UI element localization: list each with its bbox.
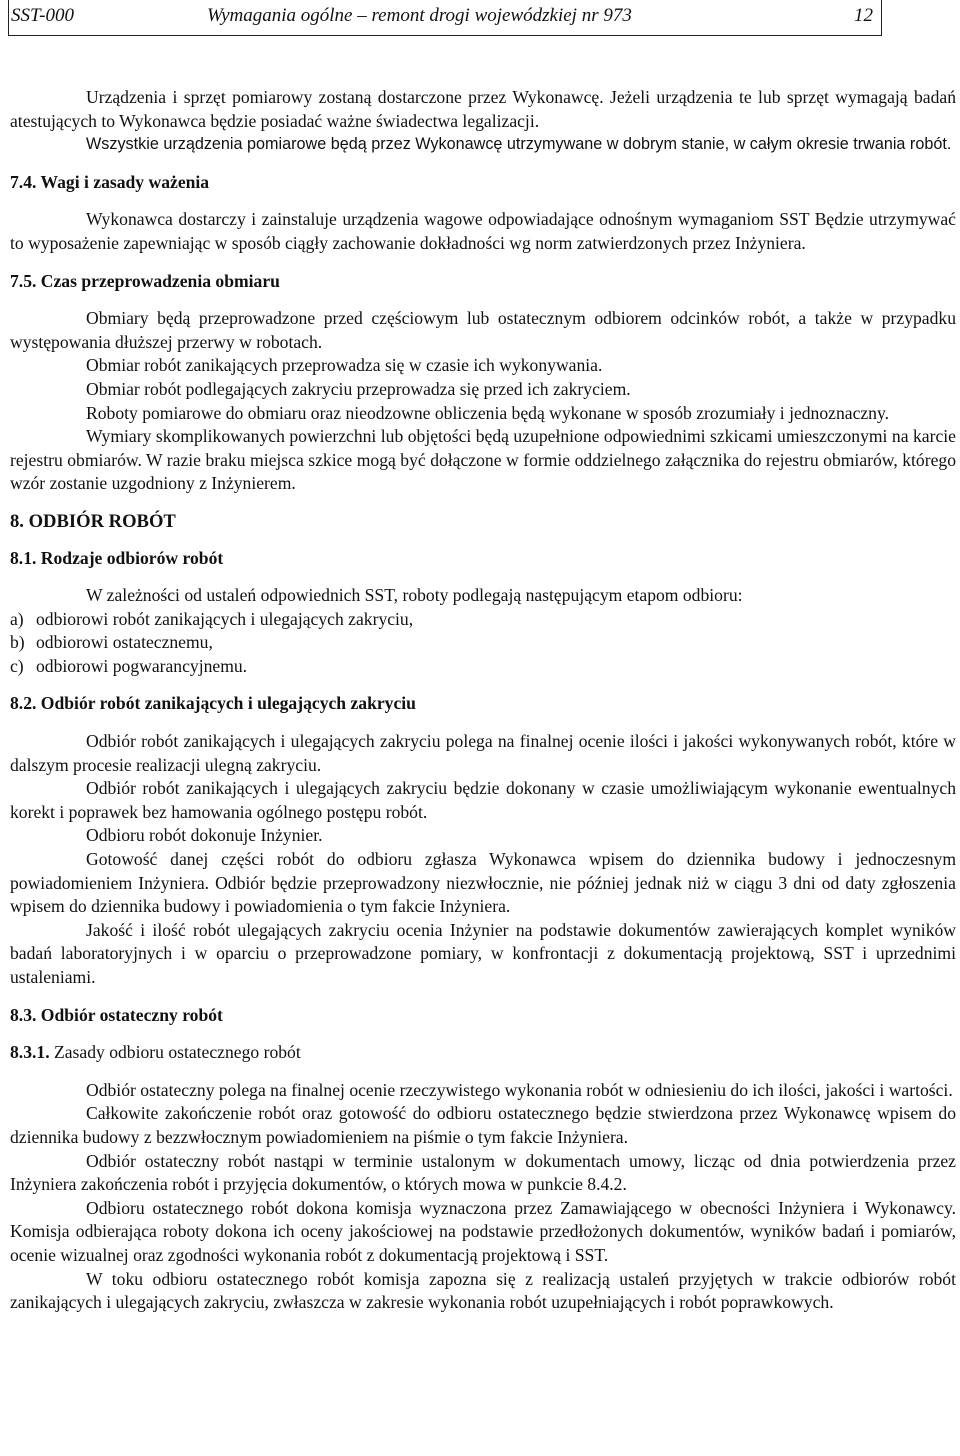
section-8-2-title: Odbiór robót zanikających i ulegających zakryciu (40, 693, 416, 714)
section-7-4-title: Wagi i zasady ważenia (40, 171, 210, 192)
acceptance-stages-list (10, 608, 956, 679)
section-8-1-heading (10, 547, 956, 571)
section-8-3-title: Odbiór ostateczny robót (40, 1004, 223, 1025)
section-8-3-1-heading (10, 1041, 956, 1065)
section-7-5-title: Czas przeprowadzenia obmiaru (40, 270, 280, 291)
section-8-3-1-paragraph-1: Odbiór ostateczny polega na finalnej ocenie rzeczywistego wykonania robót w odniesieniu do ich ilości, jakości i wartości. (86, 1079, 953, 1100)
header-page-number: 12 (854, 5, 873, 26)
section-8-2-paragraph-3: Odbioru robót dokonuje Inżynier. (86, 825, 323, 846)
intro-paragraph-2: Wszystkie urządzenia pomiarowe będą przez Wykonawcę utrzymywane w dobrym stanie, w całym okresie trwania robót. (86, 135, 952, 154)
section-7-5-heading (10, 270, 956, 294)
section-8-3-1-paragraph-4: Odbioru ostatecznego robót dokona komisja wyznaczona przez Zamawiającego w obecności Inżyniera i Wykonawcy. Komisja odbierająca roboty dokona ich oceny jakościowej na podstawie przedłożonych dokumentów, wyników badań i pomiarów, ocenie wizualnej oraz zgodności wykonania robót z dokumentacją projektową i SST. (10, 1197, 956, 1265)
intro-paragraph-1: Urządzenia i sprzęt pomiarowy zostaną dostarczone przez Wykonawcę. Jeżeli urządzenia te lub sprzęt wymagają badań atestujących to Wykonawca będzie posiadać ważne świadectwa legalizacji. (10, 87, 956, 131)
section-8-1-number: 8.1. (10, 547, 37, 568)
page-header (8, 0, 882, 36)
document-body (10, 86, 956, 1315)
list-item (10, 631, 956, 655)
section-8-3-1-number: 8.3.1. (10, 1042, 50, 1063)
list-item (10, 655, 956, 679)
section-7-4-number: 7.4. (10, 171, 37, 192)
section-8-2-heading (10, 692, 956, 716)
section-8-2-paragraph-2: Odbiór robót zanikających i ulegających zakryciu będzie dokonany w czasie umożliwiającym wykonanie ewentualnych korekt i poprawek bez hamowania ogólnego postępu robót. (10, 778, 956, 822)
list-item-marker: c) (10, 655, 24, 676)
section-7-4-heading (10, 171, 956, 195)
section-8-2-number: 8.2. (10, 693, 37, 714)
section-7-5-paragraph-3: Obmiar robót podlegających zakryciu przeprowadza się przed ich zakryciem. (86, 378, 631, 399)
list-item-text: odbiorowi ostatecznemu, (36, 632, 213, 653)
header-spec-code: SST-000 (11, 5, 74, 26)
section-7-5-paragraph-1: Obmiary będą przeprowadzone przed częściowym lub ostatecznym odbiorem odcinków robót, a także w przypadku występowania dłuższej przerwy w robotach. (10, 308, 956, 352)
list-item-marker: b) (10, 632, 25, 653)
list-item-text: odbiorowi pogwarancyjnemu. (36, 655, 248, 676)
section-8-1-title: Rodzaje odbiorów robót (40, 547, 224, 568)
section-8-1-paragraph-1: W zależności od ustaleń odpowiednich SST, roboty podlegają następującym etapom odbioru: (86, 585, 743, 606)
section-7-5-paragraph-2: Obmiar robót zanikających przeprowadza się w czasie ich wykonywania. (86, 355, 603, 376)
list-item-text: odbiorowi robót zanikających i ulegających zakryciu, (36, 608, 414, 629)
section-8-2-paragraph-5: Jakość i ilość robót ulegających zakryciu ocenia Inżynier na podstawie dokumentów zawierających komplet wyników badań laboratoryjnych i w oparciu o przeprowadzone pomiary, w konfrontacji z dokumentacją projektową, SST i uprzednimi ustaleniami. (10, 919, 956, 987)
header-document-title: Wymagania ogólne – remont drogi wojewódzkiej nr 973 (207, 5, 632, 26)
list-item (10, 608, 956, 632)
section-8-2-paragraph-1: Odbiór robót zanikających i ulegających zakryciu polega na finalnej ocenie ilości i jakości wykonywanych robót, które w dalszym procesie realizacji ulegną zakryciu. (10, 731, 956, 775)
section-8-3-number: 8.3. (10, 1004, 37, 1025)
section-8-3-heading (10, 1004, 956, 1028)
section-8-2-paragraph-4: Gotowość danej części robót do odbioru zgłasza Wykonawca wpisem do dziennika budowy i jednoczesnym powiadomieniem Inżyniera. Odbiór będzie przeprowadzony niezwłocznie, nie później jednak niż w ciągu 3 dni od daty zgłoszenia wpisem do dziennika budowy i powiadomienia o tym fakcie Inżyniera. (10, 849, 956, 917)
section-7-5-paragraph-4: Roboty pomiarowe do obmiaru oraz nieodzowne obliczenia będą wykonane w sposób zrozumiały i jednoznaczny. (86, 402, 890, 423)
section-8-3-1-paragraph-2: Całkowite zakończenie robót oraz gotowość do odbioru ostatecznego będzie stwierdzona przez Wykonawcę wpisem do dziennika budowy z bezzwłocznym powiadomieniem na piśmie o tym fakcie Inżyniera. (10, 1103, 956, 1147)
section-8-3-1-paragraph-5: W toku odbioru ostatecznego robót komisja zapozna się z realizacją ustaleń przyjętych w trakcie odbiorów robót zanikających i ulegających zakryciu, zwłaszcza w zakresie wykonania robót uzupełniających i robót poprawkowych. (10, 1268, 956, 1313)
list-item-marker: a) (10, 608, 24, 629)
section-8-3-1-paragraph-3: Odbiór ostateczny robót nastąpi w terminie ustalonym w dokumentach umowy, licząc od dnia potwierdzenia przez Inżyniera zakończenia robót i przyjęcia dokumentów, o których mowa w punkcie 8.4.2. (10, 1150, 956, 1195)
section-8-3-1-title: Zasady odbioru ostatecznego robót (54, 1042, 301, 1063)
section-7-5-number: 7.5. (10, 270, 37, 291)
section-8-heading: 8. ODBIÓR ROBÓT (10, 510, 176, 532)
section-7-4-paragraph-1: Wykonawca dostarczy i zainstaluje urządzenia wagowe odpowiadające odnośnym wymaganiom SST Będzie utrzymywać to wyposażenie zapewniając w sposób ciągły zachowanie dokładności wg norm zatwierdzonych przez Inżyniera. (10, 209, 956, 253)
section-7-5-paragraph-5: Wymiary skomplikowanych powierzchni lub objętości będą uzupełnione odpowiednimi szkicami umieszczonymi na karcie rejestru obmiarów. W razie braku miejsca szkice mogą być dołączone w formie oddzielnego załącznika do rejestru obmiarów, którego wzór zostanie uzgodniony z Inżynierem. (10, 426, 956, 494)
